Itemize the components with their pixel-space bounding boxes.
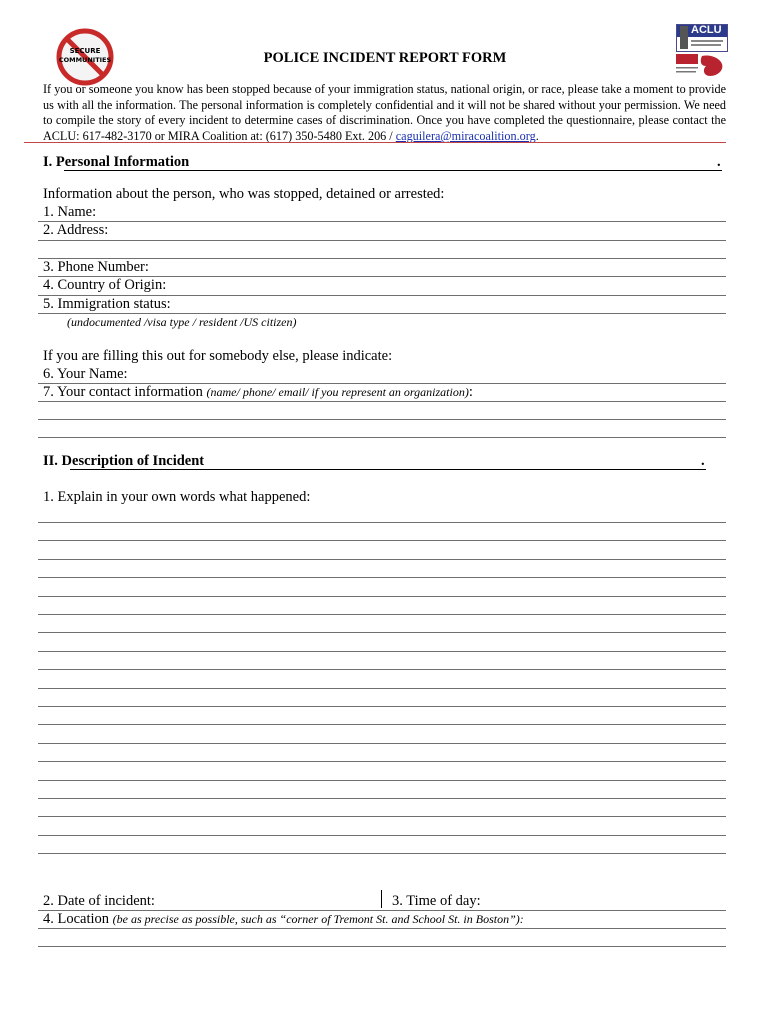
field-address-label: 2. Address: (43, 222, 109, 238)
else-note: If you are filling this out for somebody else, please indicate: (43, 348, 393, 364)
section2-period: . (701, 453, 705, 469)
explain-answer-line[interactable] (38, 743, 726, 744)
explain-answer-line[interactable] (38, 596, 726, 597)
explain-answer-line[interactable] (38, 724, 726, 725)
explain-answer-line[interactable] (38, 559, 726, 560)
email-link[interactable]: caguilera@miracoalition.org (395, 128, 536, 143)
explain-answer-line[interactable] (38, 651, 726, 652)
logo-text-communities: COMMUNITIES (58, 56, 112, 64)
explain-answer-line[interactable] (38, 798, 726, 799)
contact-note: (name/ phone/ email/ if you represent an organization) (206, 385, 469, 399)
field-contact-line-2[interactable] (38, 419, 726, 420)
field-phone-label: 3. Phone Number: (43, 259, 149, 275)
explain-answer-line[interactable] (38, 614, 726, 615)
form-title: POLICE INCIDENT REPORT FORM (263, 50, 507, 66)
field-contact-line-1[interactable] (38, 401, 726, 402)
field-name-line[interactable] (38, 221, 726, 222)
field-location-line-2[interactable] (38, 946, 726, 947)
intro-text: If you or someone you know has been stopped because of your immigration status, national origin, or race, please take a moment to provide us with all the information. The personal information is completely confidential and it will not be shared without your permission. We need to compile the story of every incident to determine cases of discrimination. Once you have completed the questionnaire, please contact the ACLU: 617-482-3170 or MIRA Coalition at: (617) 350-5480 Ext. 206 / (43, 82, 726, 143)
section2-heading-underline (70, 469, 706, 470)
aclu-label: ACLU (691, 24, 722, 36)
field-country-label: 4. Country of Origin: (43, 277, 167, 293)
field-name-label: 1. Name: (43, 204, 97, 220)
explain-answer-line[interactable] (38, 632, 726, 633)
logo-text-secure: SECURE (69, 47, 101, 55)
immigration-note: (undocumented /visa type / resident /US citizen) (67, 315, 297, 329)
explain-answer-line[interactable] (38, 816, 726, 817)
section1-period: . (717, 154, 721, 170)
location-note: (be as precise as possible, such as “corner of Tremont St. and School St. in Boston”): (112, 912, 524, 926)
field-time-label: 3. Time of day: (392, 893, 481, 909)
explain-answer-line[interactable] (38, 853, 726, 854)
intro-end: . (535, 128, 539, 143)
explain-answer-line[interactable] (38, 522, 726, 523)
field-contact-label: 7. Your contact information (name/ phone/ email/ if you represent an organization): (43, 384, 473, 400)
field-address-line-1[interactable] (38, 240, 726, 241)
explain-label: 1. Explain in your own words what happened: (43, 489, 311, 505)
explain-answer-line[interactable] (38, 540, 726, 541)
person-info-subtitle: Information about the person, who was stopped, detained or arrested: (43, 186, 445, 202)
date-time-divider (381, 890, 382, 908)
explain-answer-line[interactable] (38, 780, 726, 781)
field-date-label: 2. Date of incident: (43, 893, 155, 909)
field-your-name-label: 6. Your Name: (43, 366, 128, 382)
field-location-label: 4. Location (be as precise as possible, such as “corner of Tremont St. and School St. in Boston”): (43, 911, 524, 927)
section2-heading: II. Description of Incident (43, 453, 205, 469)
header-divider (24, 142, 726, 143)
section1-heading-underline (64, 170, 722, 171)
explain-answer-line[interactable] (38, 761, 726, 762)
intro-paragraph (43, 82, 726, 144)
field-immigration-label: 5. Immigration status: (43, 296, 171, 312)
explain-answer-line[interactable] (38, 835, 726, 836)
explain-answer-line[interactable] (38, 688, 726, 689)
aclu-logo (676, 24, 728, 52)
field-immigration-line[interactable] (38, 313, 726, 314)
field-location-line-1[interactable] (38, 928, 726, 929)
explain-answer-line[interactable] (38, 669, 726, 670)
statue-icon (680, 26, 688, 49)
field-contact-line-3[interactable] (38, 437, 726, 438)
explain-answer-line[interactable] (38, 706, 726, 707)
explain-answer-line[interactable] (38, 577, 726, 578)
section1-heading: I. Personal Information (43, 154, 190, 170)
